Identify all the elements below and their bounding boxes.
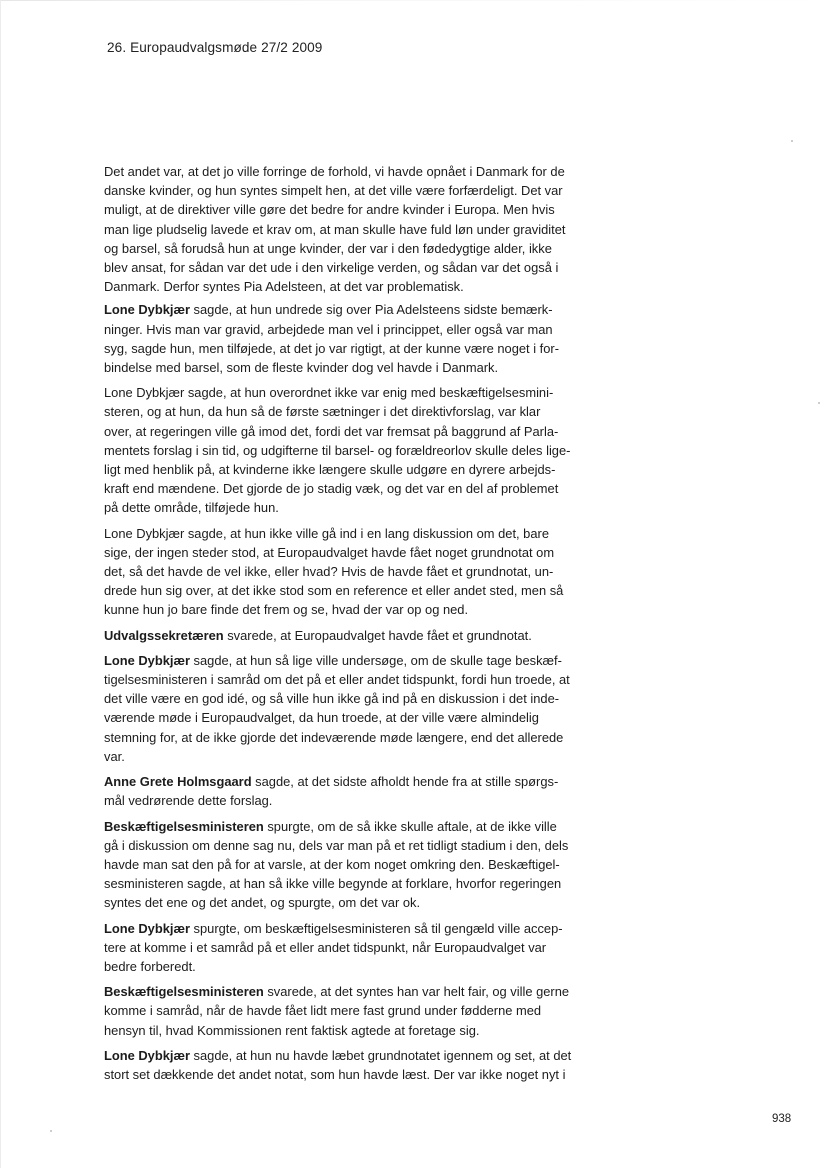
running-header: 26. Europaudvalgsmøde 27/2 2009: [107, 40, 323, 55]
speaker-name: Lone Dybkjær: [104, 302, 190, 318]
text-line: [104, 460, 584, 479]
line-text: syntes det ene og det andet, og spurgte, om det var ok.: [104, 895, 421, 911]
line-text: spurgte, om de så ikke skulle aftale, at de ikke ville: [263, 818, 557, 834]
scan-speck: [50, 1130, 52, 1132]
line-text: komme i samråd, når de havde fået lidt mere fast grund under fødderne med: [104, 1003, 542, 1019]
text-line: [104, 162, 584, 181]
line-text: Det andet var, at det jo ville forringe de forhold, vi havde opnået i Danmark for de: [104, 164, 565, 179]
speaker-name: Udvalgssekretæren: [104, 627, 224, 643]
line-text: svarede, at Europaudvalget havde fået et grundnotat.: [223, 627, 532, 643]
line-text: drede hun sig over, at det ikke stod som en reference et eller andet sted, men så: [104, 583, 564, 599]
line-text: kraft end mændene. Det gjorde de jo stadig væk, og det var en del af problemet: [104, 481, 559, 497]
line-text: sagde, at hun undrede sig over Pia Adelsteens sidste bemærk-: [189, 302, 553, 318]
line-text: havde man sat den på for at varsle, at der kom noget omkring den. Beskæftigel-: [104, 856, 560, 872]
minutes-paragraph: [104, 651, 584, 766]
minutes-paragraph: [104, 524, 584, 620]
text-line: [104, 277, 584, 296]
line-text: værende møde i Europaudvalget, da hun troede, at der ville være almindelig: [104, 710, 539, 726]
line-text: Lone Dybkjær sagde, at hun overordnet ikke var enig med beskæftigelsesmini-: [104, 385, 554, 401]
line-text: man lige pludselig lavede et krav om, at man skulle have fuld løn under graviditet: [104, 221, 566, 237]
text-line: [104, 1046, 584, 1065]
text-line: [104, 239, 584, 258]
line-text: bindelse med barsel, som de fleste kvinder dog vel havde i Danmark.: [104, 360, 499, 376]
text-line: [104, 1001, 584, 1020]
text-line: [104, 581, 584, 600]
text-line: [104, 708, 584, 727]
minutes-paragraph: [104, 626, 584, 645]
text-line: [104, 893, 584, 912]
text-line: [104, 339, 584, 358]
minutes-paragraph: [104, 162, 584, 296]
line-text: syg, sagde hun, men tilføjede, at det jo var rigtigt, at der kunne være noget i for-: [104, 340, 559, 356]
page-number: 938: [772, 1113, 792, 1125]
line-text: var.: [104, 748, 125, 764]
text-line: [104, 300, 584, 319]
line-text: danske kvinder, og hun syntes simpelt hen, at det ville være forfærdeligt. Det var: [104, 183, 563, 199]
scan-edge-left: [0, 0, 1, 1168]
line-text: sesministeren sagde, at han så ikke ville begynde at forklare, hvorfor regeringen: [104, 876, 562, 892]
text-line: [104, 938, 584, 957]
text-line: [104, 200, 584, 219]
line-text: mål vedrørende dette forslag.: [104, 793, 273, 809]
line-text: steren, og at hun, da hun så de første sætninger i det direktivforslag, var klar: [104, 404, 541, 420]
minutes-paragraph: [104, 383, 584, 517]
text-line: [104, 358, 584, 377]
line-text: ligt med henblik på, at kvinderne ikke længere skulle udgøre en dyrere arbejds-: [104, 462, 556, 478]
line-text: kunne hun jo bare finde det frem og se, hvad der var op og ned.: [104, 602, 469, 618]
minutes-paragraph: [104, 772, 584, 810]
text-line: [104, 728, 584, 747]
text-line: [104, 562, 584, 581]
text-line: [104, 498, 584, 517]
text-line: [104, 957, 584, 976]
line-text: tere at komme i et samråd på et eller andet tidspunkt, når Europaudvalget var: [104, 939, 547, 955]
scan-edge-top: [0, 0, 825, 1]
text-line: [104, 181, 584, 200]
line-text: ninger. Hvis man var gravid, arbejdede man vel i princippet, eller også var man: [104, 321, 553, 337]
text-line: [104, 626, 584, 645]
line-text: sige, der ingen steder stod, at Europaudvalget havde fået noget grundnotat om: [104, 544, 555, 560]
minutes-paragraph: [104, 817, 584, 913]
minutes-paragraph: [104, 919, 584, 977]
line-text: sagde, at hun så lige ville undersøge, om de skulle tage beskæf-: [189, 652, 562, 668]
line-text: hensyn til, hvad Kommissionen rent faktisk agtede at foretage sig.: [104, 1022, 480, 1038]
scan-speck: [818, 402, 820, 404]
text-line: [104, 1065, 584, 1084]
minutes-body: [104, 162, 584, 1090]
speaker-name: Beskæftigelsesministeren: [104, 984, 264, 1000]
minutes-paragraph: [104, 1046, 584, 1084]
text-line: [104, 600, 584, 619]
text-line: [104, 479, 584, 498]
speaker-name: Lone Dybkjær: [104, 652, 190, 668]
text-line: [104, 836, 584, 855]
text-line: [104, 258, 584, 277]
text-line: [104, 543, 584, 562]
text-line: [104, 651, 584, 670]
line-text: blev ansat, for sådan var det ude i den virkelige verden, og sådan var det også i: [104, 260, 559, 276]
line-text: det ville være en god idé, og så ville hun ikke gå ind på en diskussion i det inde-: [104, 691, 560, 707]
text-line: [104, 422, 584, 441]
minutes-paragraph: [104, 300, 584, 377]
text-line: [104, 855, 584, 874]
text-line: [104, 524, 584, 543]
line-text: bedre forberedt.: [104, 958, 196, 974]
speaker-name: Lone Dybkjær: [104, 1047, 190, 1063]
line-text: sagde, at hun nu havde læbet grundnotatet igennem og set, at det: [189, 1047, 572, 1063]
text-line: [104, 689, 584, 708]
text-line: [104, 320, 584, 339]
text-line: [104, 817, 584, 836]
scan-speck: [791, 140, 793, 142]
line-text: Lone Dybkjær sagde, at hun ikke ville gå ind i en lang diskussion om det, bare: [104, 525, 549, 541]
line-text: svarede, at det syntes han var helt fair, og ville gerne: [263, 984, 570, 1000]
line-text: på dette område, tilføjede hun.: [104, 500, 279, 516]
line-text: gå i diskussion om denne sag nu, dels var man på et ret tidligt stadium i den, dels: [104, 837, 569, 853]
line-text: mentets forslag i sin tid, og udgifterne til barsel- og forældreorlov skulle deles lige-: [104, 442, 571, 458]
text-line: [104, 441, 584, 460]
text-line: [104, 383, 584, 402]
speaker-name: Beskæftigelsesministeren: [104, 818, 264, 834]
line-text: spurgte, om beskæftigelsesministeren så til gengæld ville accep-: [189, 920, 563, 936]
speaker-name: Lone Dybkjær: [104, 920, 190, 936]
text-line: [104, 220, 584, 239]
text-line: [104, 747, 584, 766]
text-line: [104, 982, 584, 1001]
text-line: [104, 670, 584, 689]
minutes-paragraph: [104, 982, 584, 1040]
line-text: stemning for, at de ikke gjorde det indeværende møde længere, end det allerede: [104, 729, 564, 745]
text-line: [104, 772, 584, 791]
line-text: muligt, at de direktiver ville gøre det bedre for andre kvinder i Europa. Men hvis: [104, 202, 555, 218]
text-line: [104, 919, 584, 938]
text-line: [104, 791, 584, 810]
text-line: [104, 874, 584, 893]
text-line: [104, 1021, 584, 1040]
line-text: over, at regeringen ville gå imod det, fordi det var fremsat på baggrund af Parla-: [104, 423, 559, 439]
line-text: og barsel, så forudså hun at unge kvinder, der var i den fødedygtige alder, ikke: [104, 240, 552, 256]
line-text: det, så det havde de vel ikke, eller hvad? Hvis de havde fået et grundnotat, un-: [104, 564, 554, 580]
line-text: stort set dækkende det andet notat, som hun havde læst. Der var ikke noget nyt i: [104, 1066, 566, 1082]
text-line: [104, 402, 584, 421]
line-text: sagde, at det sidste afholdt hende fra at stille spørgs-: [251, 774, 559, 790]
line-text: tigelsesministeren i samråd om det på et eller andet tidspunkt, fordi hun troede, at: [104, 672, 570, 688]
speaker-name: Anne Grete Holmsgaard: [104, 774, 252, 790]
line-text: Danmark. Derfor syntes Pia Adelsteen, at det var problematisk.: [104, 279, 464, 295]
